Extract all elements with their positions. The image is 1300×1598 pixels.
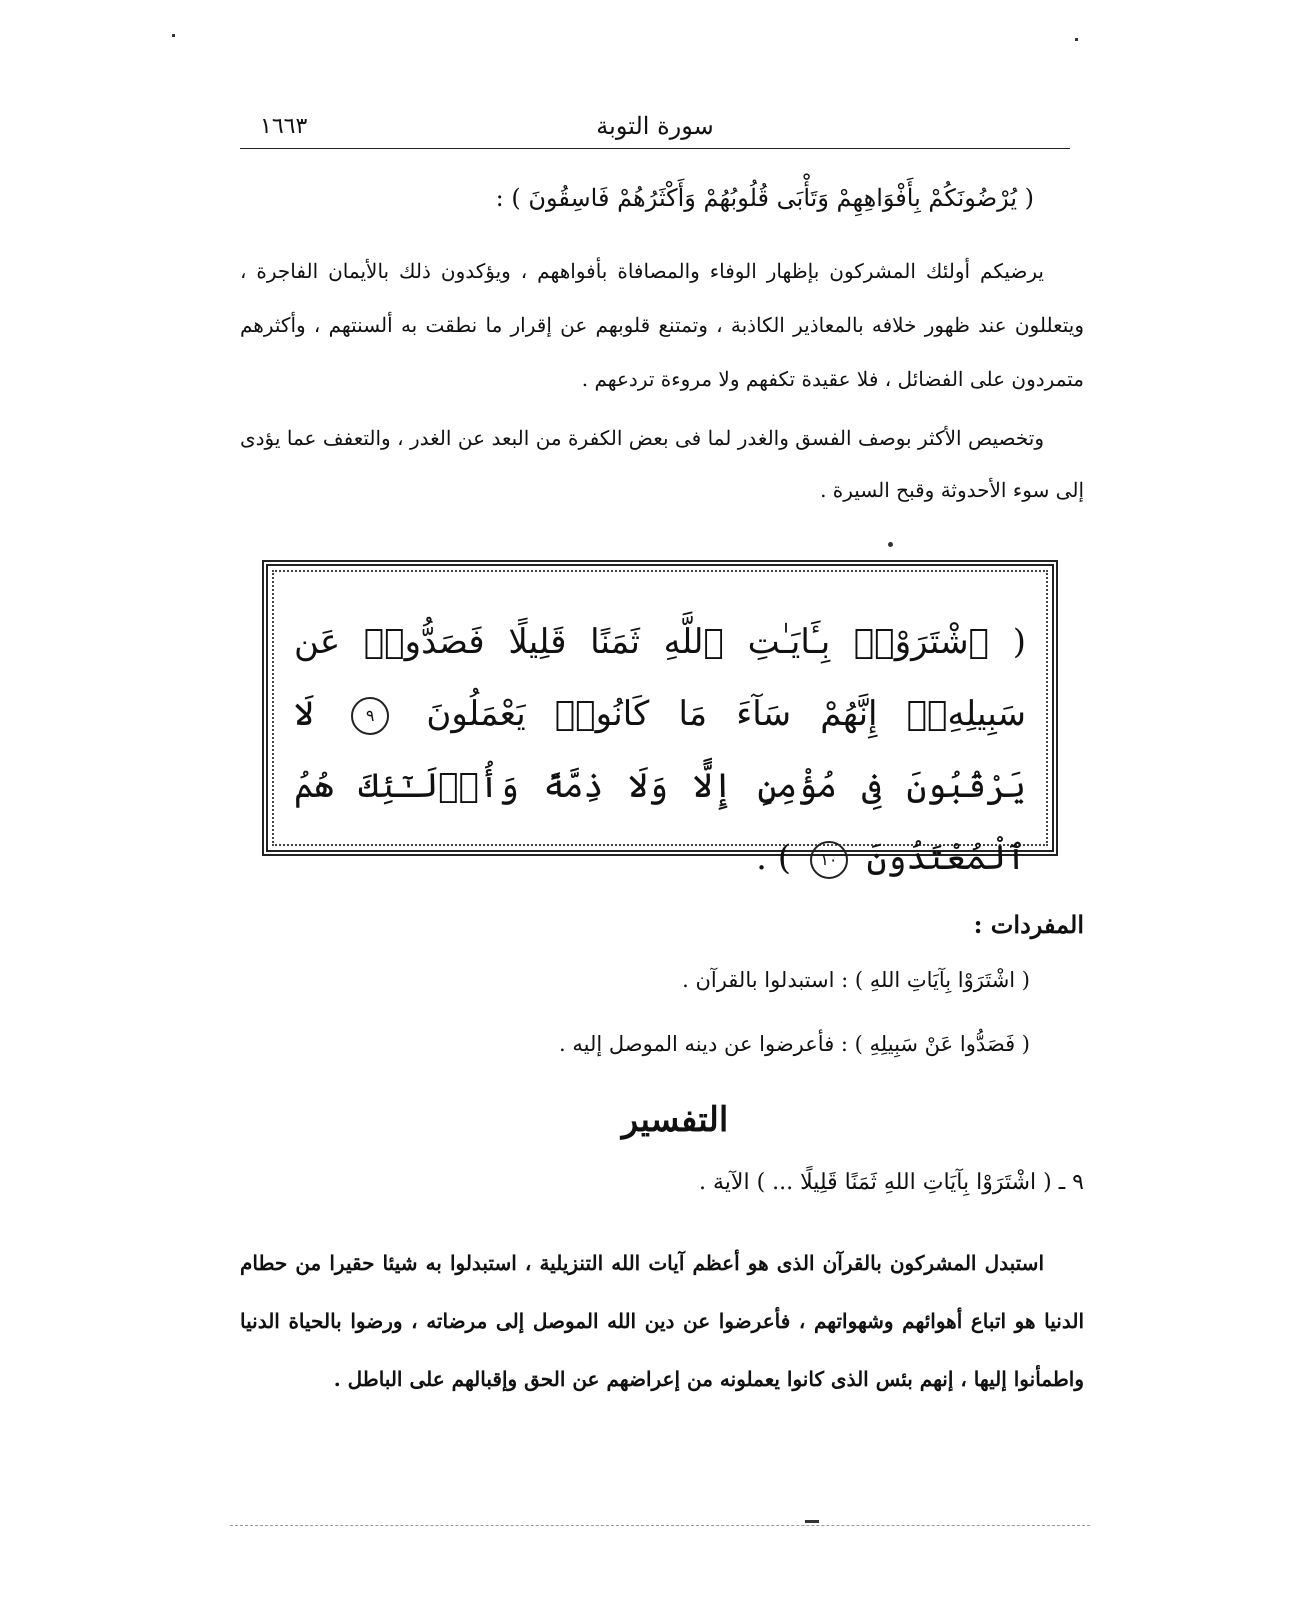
vocabulary-title: المفردات : [973,910,1084,939]
verse-number-9-marker: ٩ [351,697,389,735]
quran-verse-text [294,606,1026,894]
intro-paragraph-2: وتخصيص الأكثر بوصف الفسق والغدر لما فى بعض الكفرة من البعد عن الغدر ، والتعفف عما يؤدى إلى سوء الأحدوثة وقبح السيرة . [240,426,1084,502]
page-number: ١٦٦٣ [260,114,308,139]
scan-dot [805,1520,819,1523]
verse-part-1: ( ٱشْتَرَوْا۟ بِـَٔايَـٰتِ ٱللَّهِ ثَمَنًا قَلِيلًا فَصَدُّوا۟ عَن سَبِيلِهِۦٓ إِنَّهُمْ سَآءَ مَا كَانُوا۟ يَعْمَلُونَ [294,622,1026,734]
quran-verse-frame [262,560,1058,878]
running-title: سورة التوبة [596,112,714,140]
verse-part-2: لَا يَرْقُبُونَ فِى مُؤْمِنٍ إِلًّا وَلَا ذِمَّةً وَأُو۟لَـٰٓئِكَ هُمُ ٱلْمُعْتَدُونَ [294,694,1026,878]
bottom-divider [230,1525,1090,1526]
scan-dot [1075,38,1078,41]
verse-closing: ) . [756,838,791,878]
vocabulary-item: ( فَصَدُّوا عَنْ سَبِيلِهِ ) : فأعرضوا عن دينه الموصل إليه . [559,1032,1030,1056]
tafsir-body: استبدل المشركون بالقرآن الذى هو أعظم آيات الله التنزيلية ، استبدلوا به شيئا حقيرا من حطام الدنيا هو اتباع أهوائهم وشهواتهم ، فأعرضوا عن دين الله الموصل إلى مرضاته ، ورضوا بالحياة الدنيا واطمأنوا إليها ، إنهم بئس الذى كانوا يعملونه من إعراضهم عن الحق وإقبالهم على الباطل . [240,1251,1084,1391]
vocabulary-item: ( اشْتَرَوْا بِآيَاتِ اللهِ ) : استبدلوا بالقرآن . [682,968,1030,992]
scan-dot [888,542,893,547]
scan-dot [172,34,175,37]
intro-verse-fragment: ( يُرْضُونَكُمْ بِأَفْوَاهِهِمْ وَتَأْبَى قُلُوبُهُمْ وَأَكْثَرُهُمْ فَاسِقُونَ ) : [495,184,1034,212]
page-header [240,112,1070,149]
tafsir-verse-reference: ٩ ـ ( اشْتَرَوْا بِآيَاتِ اللهِ ثَمَنًا قَلِيلًا ... ) الآية . [699,1170,1084,1195]
tafsir-heading: التفسير [621,1100,729,1140]
verse-number-10-marker: ١٠ [810,841,848,879]
intro-paragraph-1: يرضيكم أولئك المشركون بإظهار الوفاء والمصافاة بأفواههم ، ويؤكدون ذلك بالأيمان الفاجرة ، ويتعللون عند ظهور خلافه بالمعاذير الكاذبة ، وتمتنع قلوبهم عن إقرار ما نطقت به ألسنتهم ، وأكثرهم متمردون على الفضائل ، فلا عقيدة تكفهم ولا مروءة تردعهم . [240,259,1084,391]
